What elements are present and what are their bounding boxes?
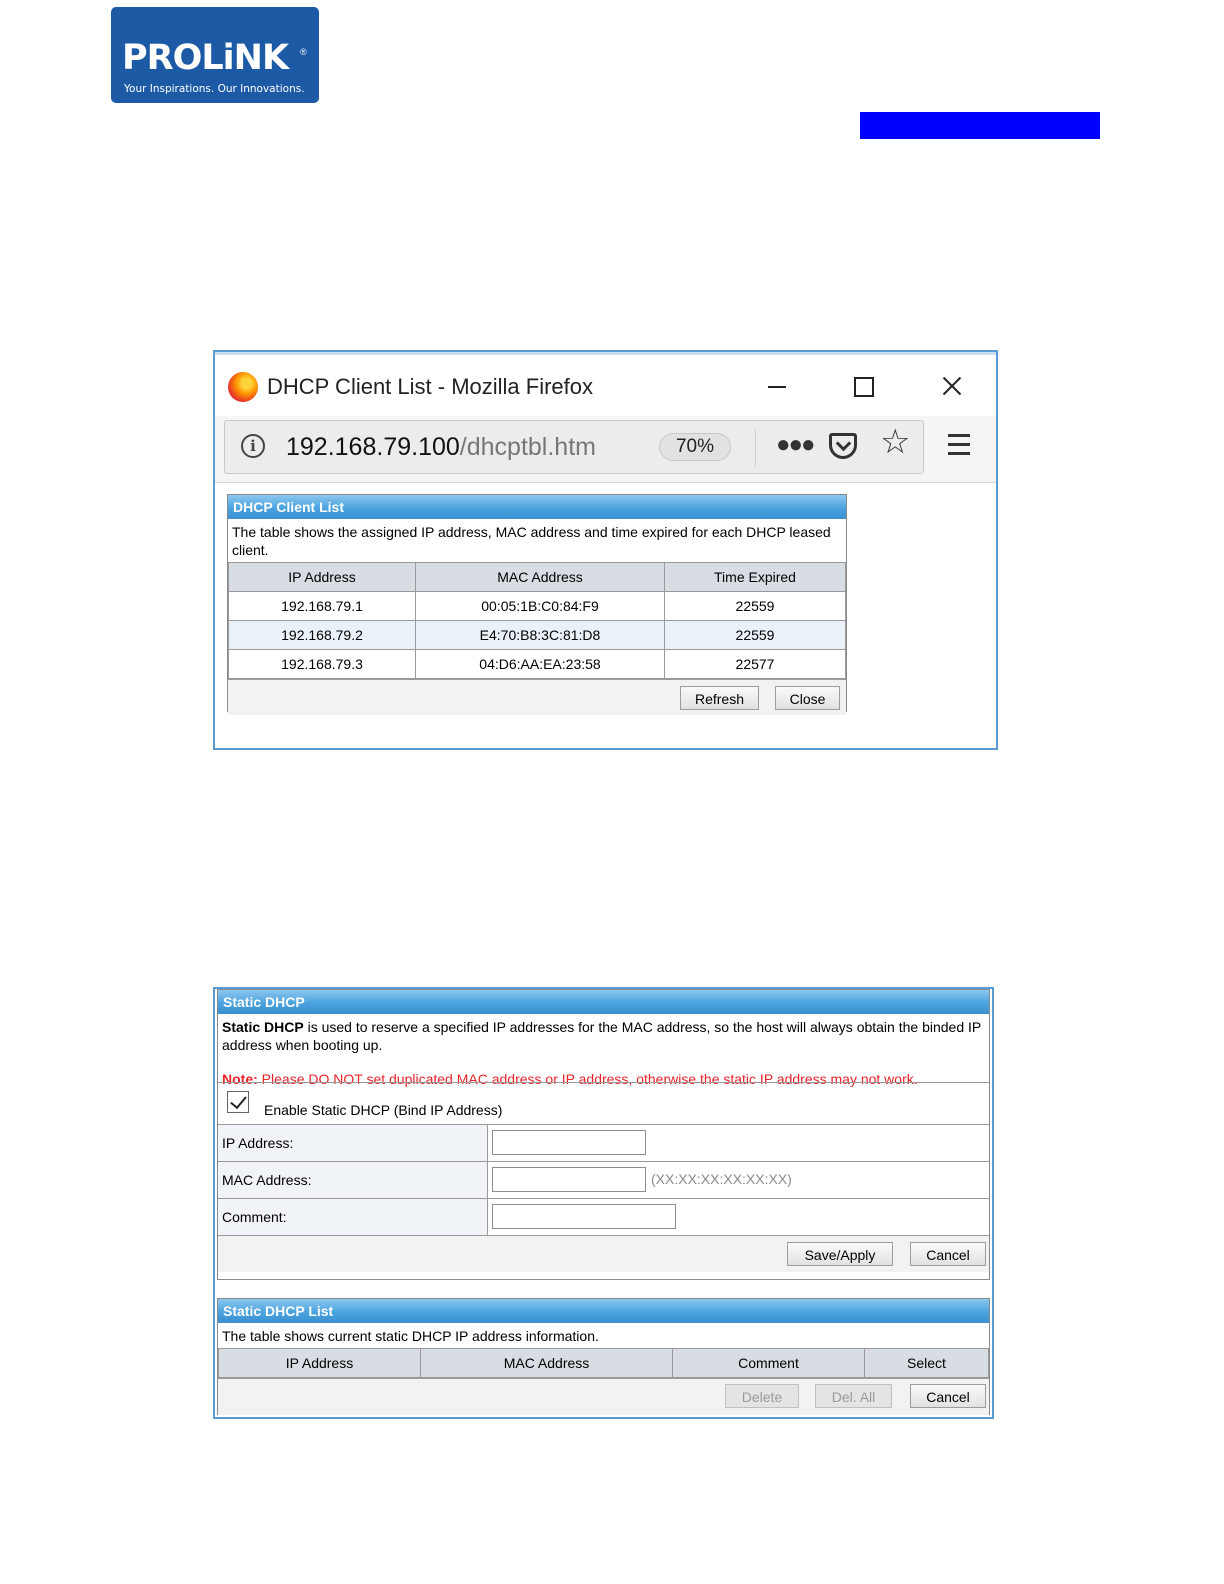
highlight-bar (860, 112, 1100, 139)
maximize-icon[interactable] (849, 369, 889, 403)
button-row (218, 1378, 989, 1415)
ip-cell: 192.168.79.1 (229, 592, 416, 621)
firefox-window (213, 350, 998, 750)
note-text: Please DO NOT set duplicated MAC address or IP address, otherwise the static IP address may not work. (257, 1071, 918, 1087)
cancel-button[interactable]: Cancel (910, 1242, 986, 1266)
time-cell: 22559 (665, 592, 846, 621)
ip-address-label: IP Address: (218, 1125, 488, 1161)
cancel-button[interactable]: Cancel (910, 1384, 986, 1408)
logo-registered-mark: ® (300, 47, 307, 57)
minimize-icon[interactable] (763, 369, 803, 403)
static-dhcp-form (217, 989, 990, 1280)
ip-address-row (218, 1124, 989, 1161)
time-cell: 22577 (665, 650, 846, 679)
table-row (229, 592, 846, 621)
firefox-logo-icon (228, 372, 258, 402)
window-title: DHCP Client List - Mozilla Firefox (267, 374, 594, 399)
description-bold: Static DHCP (222, 1019, 304, 1035)
table-header-row (219, 1349, 989, 1378)
comment-label: Comment: (218, 1199, 488, 1235)
column-header: IP Address (219, 1349, 421, 1378)
column-header: MAC Address (416, 563, 665, 592)
url-bar[interactable] (224, 420, 924, 474)
close-button[interactable]: Close (775, 686, 840, 710)
table-header-row (229, 563, 846, 592)
hamburger-menu-icon[interactable] (948, 434, 970, 456)
close-icon[interactable] (937, 369, 977, 403)
panel-description (218, 1014, 989, 1087)
panel-description: The table shows current static DHCP IP address information. (222, 1328, 599, 1344)
description-text: is used to reserve a specified IP addresses for the MAC address, so the host will always obtain the binded IP address when booting up. (222, 1019, 981, 1053)
panel-description: The table shows the assigned IP address, MAC address and time expired for each DHCP leased client. (232, 524, 831, 558)
dhcp-client-list-panel (227, 494, 847, 712)
column-header: IP Address (229, 563, 416, 592)
mac-cell: E4:70:B8:3C:81:D8 (416, 621, 665, 650)
column-header: MAC Address (421, 1349, 673, 1378)
comment-input[interactable] (492, 1204, 676, 1229)
panel-header: Static DHCP (218, 990, 989, 1014)
column-header: Comment (673, 1349, 865, 1378)
mac-address-row (218, 1161, 989, 1198)
note-label: Note: (222, 1071, 258, 1087)
enable-label: Enable Static DHCP (Bind IP Address) (264, 1102, 503, 1118)
delete-button[interactable]: Delete (725, 1384, 799, 1408)
button-row (228, 679, 846, 715)
mac-cell: 00:05:1B:C0:84:F9 (416, 592, 665, 621)
table-row (229, 621, 846, 650)
more-icon[interactable]: ●●● (776, 431, 814, 458)
browser-content (215, 483, 996, 748)
time-cell: 22559 (665, 621, 846, 650)
enable-static-dhcp-checkbox[interactable] (227, 1091, 249, 1113)
mac-address-input[interactable] (492, 1167, 646, 1192)
column-header: Time Expired (665, 563, 846, 592)
mac-address-label: MAC Address: (218, 1162, 488, 1198)
bookmark-star-icon[interactable]: ☆ (880, 423, 911, 461)
window-titlebar (215, 352, 996, 416)
logo-wordmark: PROLiNK (122, 38, 289, 78)
browser-toolbar (215, 416, 996, 483)
url-path: /dhcptbl.htm (459, 433, 596, 461)
zoom-indicator[interactable]: 70% (659, 433, 731, 461)
column-header: Select (865, 1349, 989, 1378)
delete-all-button[interactable]: Del. All (815, 1384, 892, 1408)
ip-address-input[interactable] (492, 1130, 646, 1155)
static-dhcp-panel (213, 987, 994, 1419)
panel-header: DHCP Client List (228, 495, 846, 519)
static-dhcp-list (217, 1298, 990, 1415)
pocket-icon[interactable] (829, 433, 857, 459)
dhcp-client-table (228, 562, 846, 679)
mac-cell: 04:D6:AA:EA:23:58 (416, 650, 665, 679)
panel-header: Static DHCP List (218, 1299, 989, 1323)
toolbar-divider (755, 429, 756, 467)
save-apply-button[interactable]: Save/Apply (787, 1242, 893, 1266)
prolink-logo (111, 7, 319, 103)
ip-cell: 192.168.79.2 (229, 621, 416, 650)
button-row (218, 1235, 989, 1272)
static-dhcp-table (218, 1348, 989, 1378)
refresh-button[interactable]: Refresh (680, 686, 759, 710)
table-row (229, 650, 846, 679)
mac-format-hint: (XX:XX:XX:XX:XX:XX) (651, 1171, 792, 1187)
logo-tagline: Your Inspirations. Our Innovations. (124, 83, 305, 95)
comment-row (218, 1198, 989, 1235)
url-text[interactable] (286, 433, 596, 462)
ip-cell: 192.168.79.3 (229, 650, 416, 679)
info-icon[interactable]: i (241, 434, 265, 458)
url-host: 192.168.79.100 (286, 433, 460, 461)
enable-row (218, 1082, 989, 1124)
